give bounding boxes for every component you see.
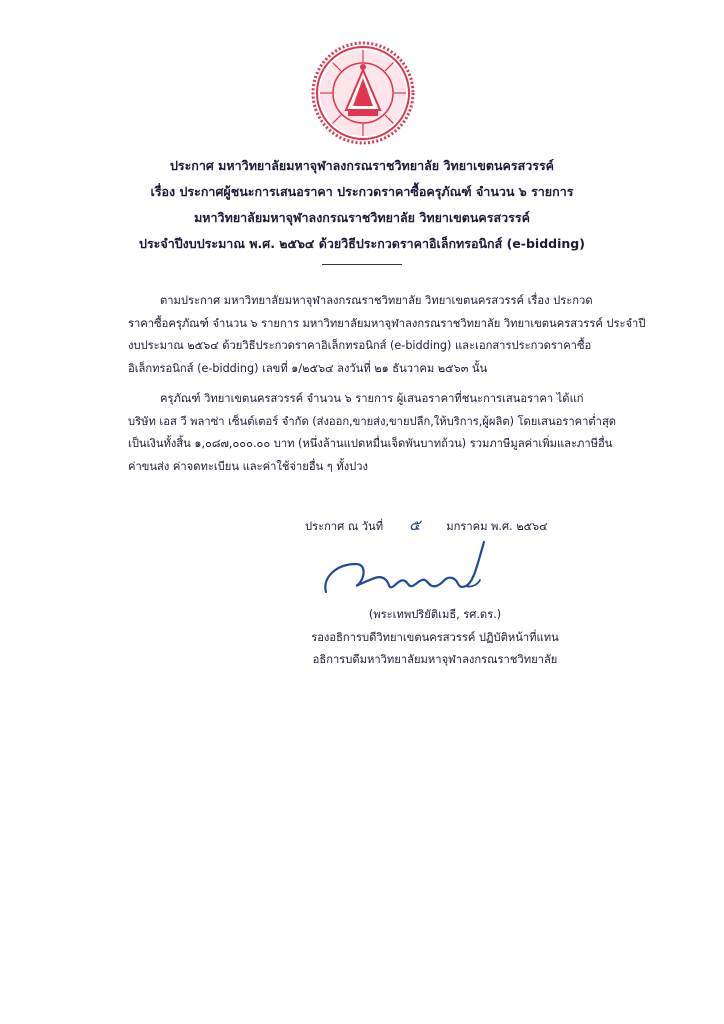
date-prefix: ประกาศ ณ วันที่ <box>305 520 384 533</box>
handwritten-signature <box>316 534 506 604</box>
body-p2-line-3: เป็นเงินทั้งสิ้น ๑,๐๘๗,๐๐๐.๐๐ บาท (หนึ่งล้านแปดหมื่นเจ็ดพันบาทถ้วน) รวมภาษีมูลค่าเพิ่มและภาษีอื่น <box>128 437 613 450</box>
date-month-year: มกราคม พ.ศ. ๒๕๖๔ <box>446 520 548 533</box>
signer-name: (พระเทพปริยัติเมธี, รศ.ดร.) <box>368 608 502 621</box>
body-p2-line-4: ค่าขนส่ง ค่าจดทะเบียน และค่าใช้จ่ายอื่น ๆ ทั้งปวง <box>128 459 369 473</box>
announcement-heading <box>60 153 664 257</box>
heading-line-2: เรื่อง ประกาศผู้ชนะการเสนอราคา ประกวดราคาซื้อครุภัณฑ์ จำนวน ๖ รายการ <box>150 184 574 199</box>
heading-line-3: มหาวิทยาลัยมหาจุฬาลงกรณราชวิทยาลัย วิทยาเขตนครสวรรค์ <box>194 210 530 225</box>
announcement-body <box>128 290 646 478</box>
date-day-handwritten: ๕ <box>408 516 421 534</box>
heading-divider <box>322 264 402 265</box>
body-p2-line-2: บริษัท เอส วี พลาซ่า เซ็นต์เตอร์ จำกัด (ส่งออก,ขายส่ง,ขายปลีก,ให้บริการ,ผู้ผลิต) โดยเสนอราคาต่ำสุด <box>128 414 617 428</box>
signer-position-2: อธิการบดีมหาวิทยาลัยมหาจุฬาลงกรณราชวิทยาลัย <box>312 653 558 666</box>
body-p1-line-4: อิเล็กทรอนิกส์ (e-bidding) เลขที่ ๑/๒๕๖๔ ลงวันที่ ๒๑ ธันวาคม ๒๕๖๓ นั้น <box>128 361 488 375</box>
heading-line-1: ประกาศ มหาวิทยาลัยมหาจุฬาลงกรณราชวิทยาลัย วิทยาเขตนครสวรรค์ <box>169 158 555 173</box>
signer-block <box>270 604 600 672</box>
body-p1-line-1: ตามประกาศ มหาวิทยาลัยมหาจุฬาลงกรณราชวิทยาลัย วิทยาเขตนครสวรรค์ เรื่อง ประกวด <box>160 294 593 307</box>
heading-line-4: ประจำปีงบประมาณ พ.ศ. ๒๕๖๔ ด้วยวิธีประกวดราคาอิเล็กทรอนิกส์ (e-bidding) <box>139 236 585 251</box>
body-p1-line-3: งบประมาณ ๒๕๖๔ ด้วยวิธีประกวดราคาอิเล็กทรอนิกส์ (e-bidding) และเอกสารประกวดราคาซื้อ <box>128 339 592 352</box>
body-p1-line-2: ราคาซื้อครุภัณฑ์ จำนวน ๖ รายการ มหาวิทยาลัยมหาจุฬาลงกรณราชวิทยาลัย วิทยาเขตนครสวรรค์ ประจำปี <box>128 316 646 330</box>
university-seal-logo <box>310 40 416 146</box>
body-p2-line-1: ครุภัณฑ์ วิทยาเขตนครสวรรค์ จำนวน ๖ รายการ ผู้เสนอราคาที่ชนะการเสนอราคา ได้แก่ <box>160 392 584 405</box>
signer-position-1: รองอธิการบดีวิทยาเขตนครสวรรค์ ปฏิบัติหน้าที่แทน <box>311 630 559 644</box>
